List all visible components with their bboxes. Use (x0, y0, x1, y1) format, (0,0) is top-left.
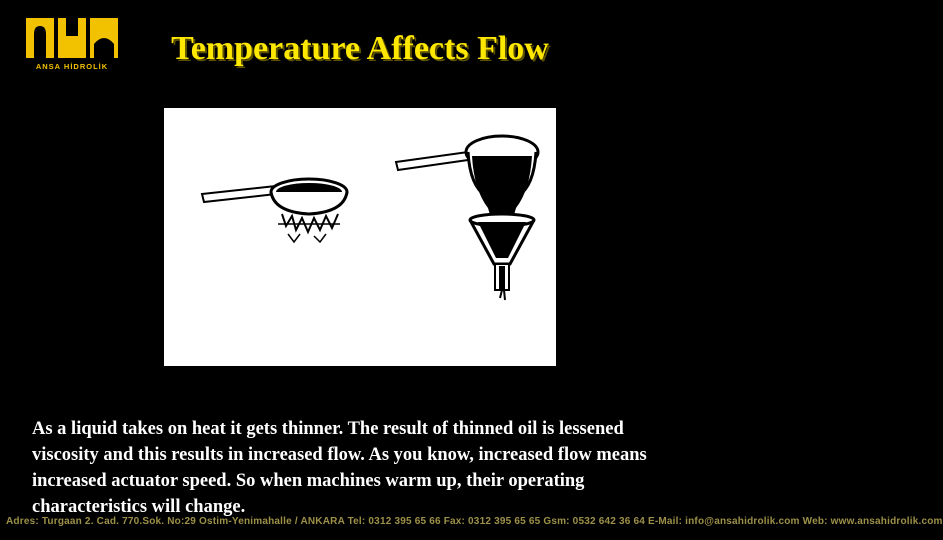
heated-pan-icon (202, 179, 347, 242)
logo-text: ANSA HİDROLİK (35, 62, 109, 71)
logo-mark-icon (22, 14, 122, 62)
body-paragraph: As a liquid takes on heat it gets thinner. The result of thinned oil is lessened viscosity and this results in increased flow. As you know, increased flow means increased actuator speed. So when machines warm up, their operating characteristics will change. (32, 419, 647, 517)
illustration-panel (164, 108, 556, 366)
pouring-pan-funnel-icon (396, 136, 538, 300)
footer-contact: Adres: Turgaan 2. Cad. 770.Sok. No:29 Ostim-Yenimahalle / ANKARA Tel: 0312 395 65 66 Fax: 0312 395 65 65 Gsm: 0532 642 36 64 E-Mail: info@ansahidrolik.com Web: www.ansahidrolik.com (6, 516, 943, 527)
slide-title: Temperature Affects Flow (171, 30, 549, 67)
